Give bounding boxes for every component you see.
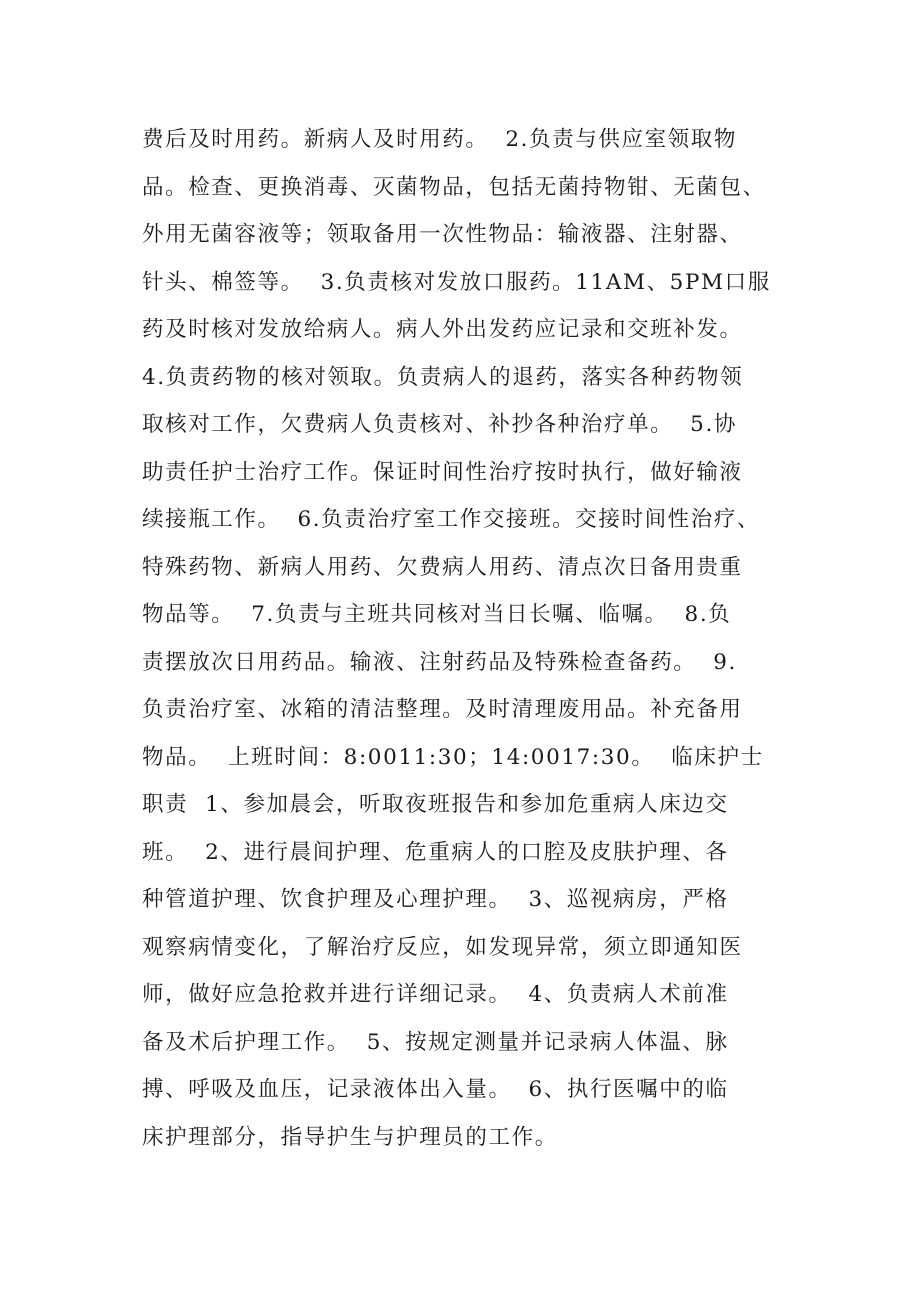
text-line: 物品等。 7.负责与主班共同核对当日长嘱、临嘱。 8.负	[142, 602, 732, 627]
text-line: 物品。 上班时间：8:0011:30；14:0017:30。 临床护士	[142, 744, 764, 770]
text-line: 床护理部分，指导护生与护理员的工作。	[142, 1124, 558, 1150]
text-line: 续接瓶工作。 6.负责治疗室工作交接班。交接时间性治疗、	[142, 507, 761, 532]
text-line: 搏、呼吸及血压，记录液体出入量。 6、执行医嘱中的临	[142, 1077, 729, 1102]
text-line: 针头、棉签等。 3.负责核对发放口服药。11AM、5PM口服	[142, 269, 771, 295]
text-line: 负责治疗室、冰箱的清洁整理。及时清理废用品。补充备用	[142, 697, 743, 722]
text-line: 品。检查、更换消毒、灭菌物品，包括无菌持物钳、无菌包、	[142, 174, 766, 200]
text-line: 药及时核对发放给病人。病人外出发药应记录和交班补发。	[142, 317, 743, 342]
text-line: 师，做好应急抢救并进行详细记录。 4、负责病人术前准	[142, 982, 729, 1007]
text-line: 备及术后护理工作。 5、按规定测量并记录病人体温、脉	[142, 1029, 729, 1055]
text-line: 取核对工作，欠费病人负责核对、补抄各种治疗单。 5.协	[142, 412, 737, 437]
text-line: 班。 2、进行晨间护理、危重病人的口腔及皮肤护理、各	[142, 839, 729, 865]
body-text	[142, 116, 802, 1161]
text-line: 职责 1、参加晨会，听取夜班报告和参加危重病人床边交	[142, 792, 729, 817]
text-line: 种管道护理、饮食护理及心理护理。 3、巡视病房，严格	[142, 887, 729, 912]
text-line: 4.负责药物的核对领取。负责病人的退药，落实各种药物领	[142, 364, 744, 390]
text-line: 助责任护士治疗工作。保证时间性治疗按时执行，做好输液	[142, 459, 743, 485]
text-line: 特殊药物、新病人用药、欠费病人用药、清点次日备用贵重	[142, 554, 743, 580]
text-line: 观察病情变化，了解治疗反应，如发现异常，须立即通知医	[142, 934, 743, 960]
text-line: 费后及时用药。新病人及时用药。 2.负责与供应室领取物	[142, 127, 737, 152]
text-line: 外用无菌容液等；领取备用一次性物品：输液器、注射器、	[142, 222, 743, 247]
text-line: 责摆放次日用药品。输液、注射药品及特殊检查备药。 9.	[142, 649, 737, 675]
